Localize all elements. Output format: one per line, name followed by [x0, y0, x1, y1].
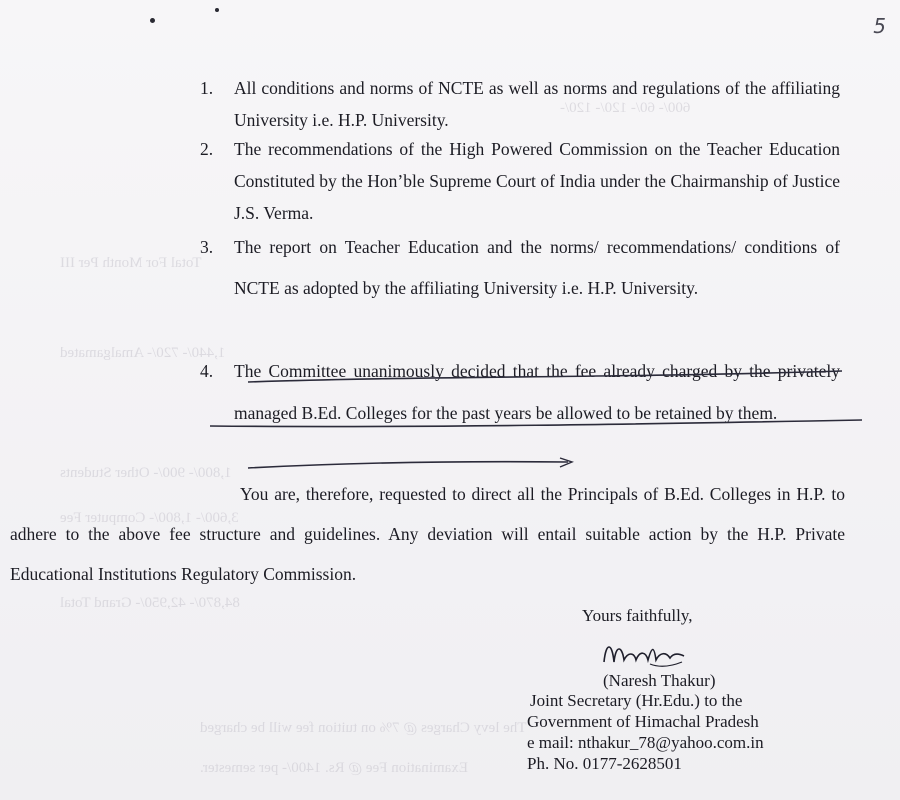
bleed-through-text: 1,800/- 900/- Other Students	[60, 465, 232, 481]
salutation: Yours faithfully,	[582, 606, 693, 625]
signatory-email: e mail: nthakur_78@yahoo.com.in	[527, 733, 764, 752]
scan-speck	[150, 18, 155, 23]
page-number: 5	[873, 14, 886, 38]
signatory-designation: Joint Secretary (Hr.Edu.) to the	[530, 691, 743, 710]
request-paragraph: You are, therefore, requested to direct all the Principals of B.Ed. Colleges in H.P. to adhere to the above fee structure and guidelines. Any deviation will entail suitable action by the H.P. Private Educational Institutions Regulatory Commission.	[10, 484, 845, 584]
bleed-through-text: 600/- 60/- 120/- 120/-	[560, 100, 691, 116]
signatory-name: (Naresh Thakur)	[603, 671, 716, 690]
bleed-through-text: 84,870/- 42,950/- Grand Total	[60, 595, 240, 611]
list-item-text: All conditions and norms of NCTE as well as norms and regulations of the affiliating University i.e. H.P. University.	[234, 78, 840, 130]
list-item	[200, 227, 840, 323]
bleed-through-text: Total For Month Per III	[60, 255, 202, 271]
list-item-text: The Committee unanimously decided that the fee already charged by the privately managed B.Ed. Colleges for the past years be allowed to be retained by them.	[234, 361, 840, 423]
list-item	[200, 350, 840, 470]
list-item-number: 4.	[200, 361, 214, 381]
list-item-number: 3.	[200, 237, 214, 257]
bleed-through-text: 3,600/- 1,800/- Computer Fee	[60, 510, 239, 526]
bleed-through-text: 1,440/- 720/- Amalgamated	[60, 345, 226, 361]
list-item-number: 1.	[200, 78, 214, 98]
handwritten-signature	[600, 632, 700, 674]
bleed-through-text: Examination Fee @ Rs. 1400/- per semester.	[200, 760, 468, 776]
bleed-through-text: The levy Charges @ 7% on tuition fee will be charged	[200, 720, 527, 736]
list-item-text: The recommendations of the High Powered Commission on the Teacher Education Constituted by the Hon’ble Supreme Court of India under the Chairmanship of Justice J.S. Verma.	[234, 139, 840, 223]
signatory-organization: Government of Himachal Pradesh	[527, 712, 759, 731]
signatory-phone: Ph. No. 0177-2628501	[527, 754, 682, 773]
scan-speck	[215, 8, 219, 12]
list-item-number: 2.	[200, 139, 214, 159]
list-item	[200, 133, 840, 229]
list-item	[200, 72, 840, 136]
list-item-text: The report on Teacher Education and the norms/ recommendations/ conditions of NCTE as adopted by the affiliating University i.e. H.P. University.	[234, 237, 840, 298]
